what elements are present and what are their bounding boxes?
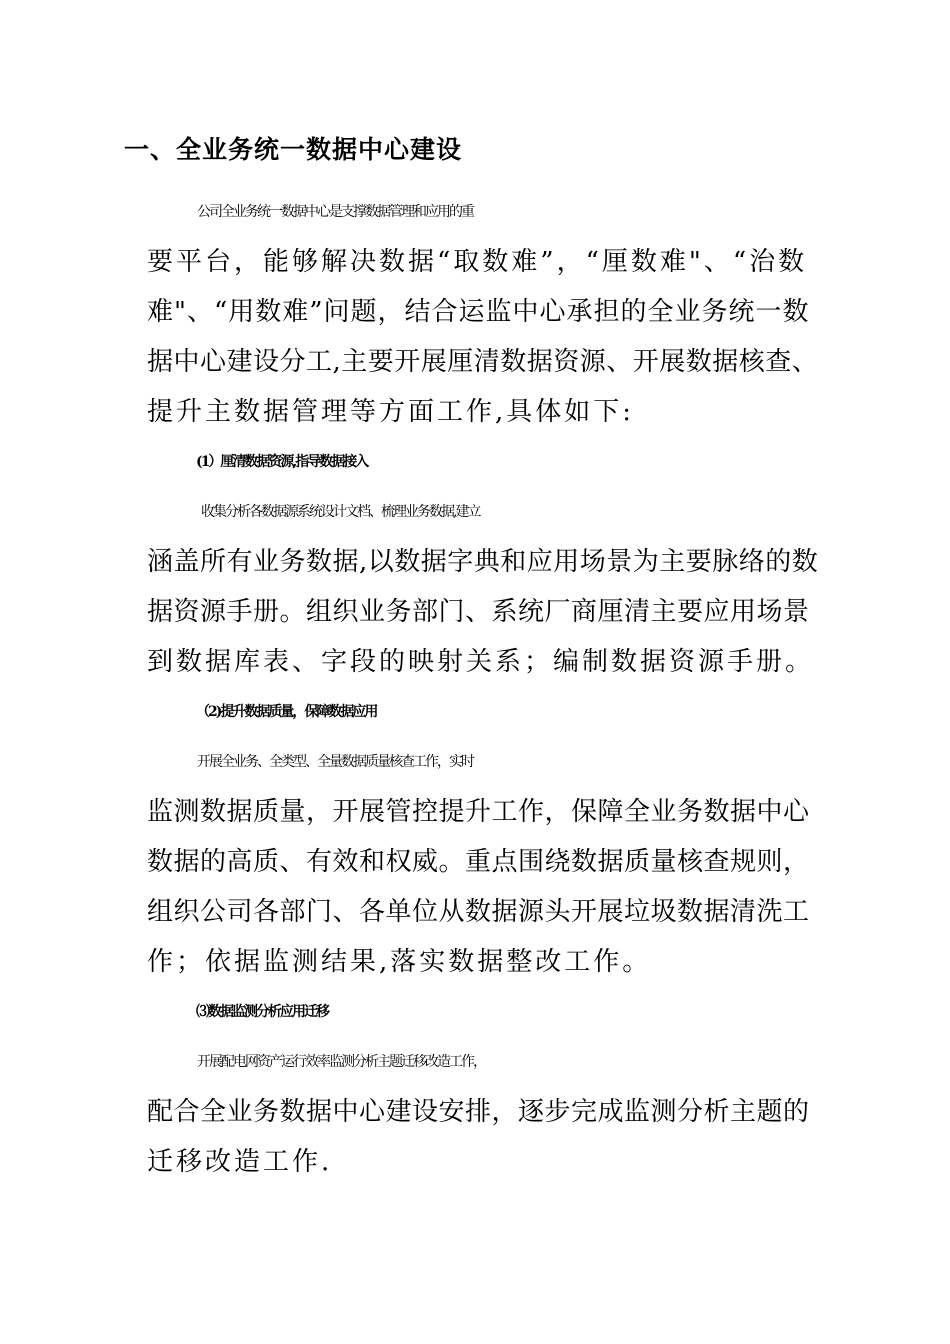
paragraph-line: 据资源手册。组织业务部门、系统厂商厘清主要应用场景 [147, 597, 810, 627]
paragraph-line: 组织公司各部门、各单位从数据源头开展垃圾数据清洗工 [147, 897, 810, 927]
section-title: 一、全业务统一数据中心建设 [124, 135, 463, 164]
paragraph-line: 数据的高质、有效和权威。重点围绕数据质量核查规则， [147, 847, 810, 877]
paragraph-line: 公司全业务统一数据中心是支撑数据管理和应用的重 [197, 204, 473, 220]
paragraph-line: 作；依据监测结果,落实数据整改工作。 [147, 947, 652, 977]
paragraph-line: 收集分析各数据源系统设计文档、梳理业务数据,建立 [201, 504, 480, 520]
subsection-title: （2)提升数据质量，保障数据应用 [196, 704, 377, 720]
paragraph-line: 要平台，能够解决数据“取数难”，“厘数难"、“治数 [147, 247, 808, 277]
paragraph-line: 迁移改造工作. [147, 1147, 333, 1177]
subsection-title: (1）厘清数据资源,指导数据接入 [196, 454, 368, 470]
paragraph-line: 配合全业务数据中心建设安排，逐步完成监测分析主题的 [147, 1097, 810, 1127]
subsection-title: ⑶数据监测分析应用迁移 [196, 1004, 328, 1020]
paragraph-line: 涵盖所有业务数据,以数据字典和应用场景为主要脉络的数 [147, 547, 819, 577]
paragraph-line: 难"、“用数难”问题，结合运监中心承担的全业务统一数 [147, 297, 810, 327]
paragraph-line: 到数据库表、字段的映射关系；编制数据资源手册。 [147, 647, 815, 677]
paragraph-line: 监测数据质量，开展管控提升工作，保障全业务数据中心 [147, 797, 810, 827]
paragraph-line: 据中心建设分工,主要开展厘清数据资源、开展数据核查、 [147, 347, 819, 377]
paragraph-line: 提升主数据管理等方面工作,具体如下: [147, 397, 635, 427]
paragraph-line: 开展配电网资产运行效率监测分析主题迁移改造工作， [197, 1054, 485, 1070]
paragraph-line: 开展全业务、全类型、全量数据质量核查工作，实时 [197, 754, 473, 770]
